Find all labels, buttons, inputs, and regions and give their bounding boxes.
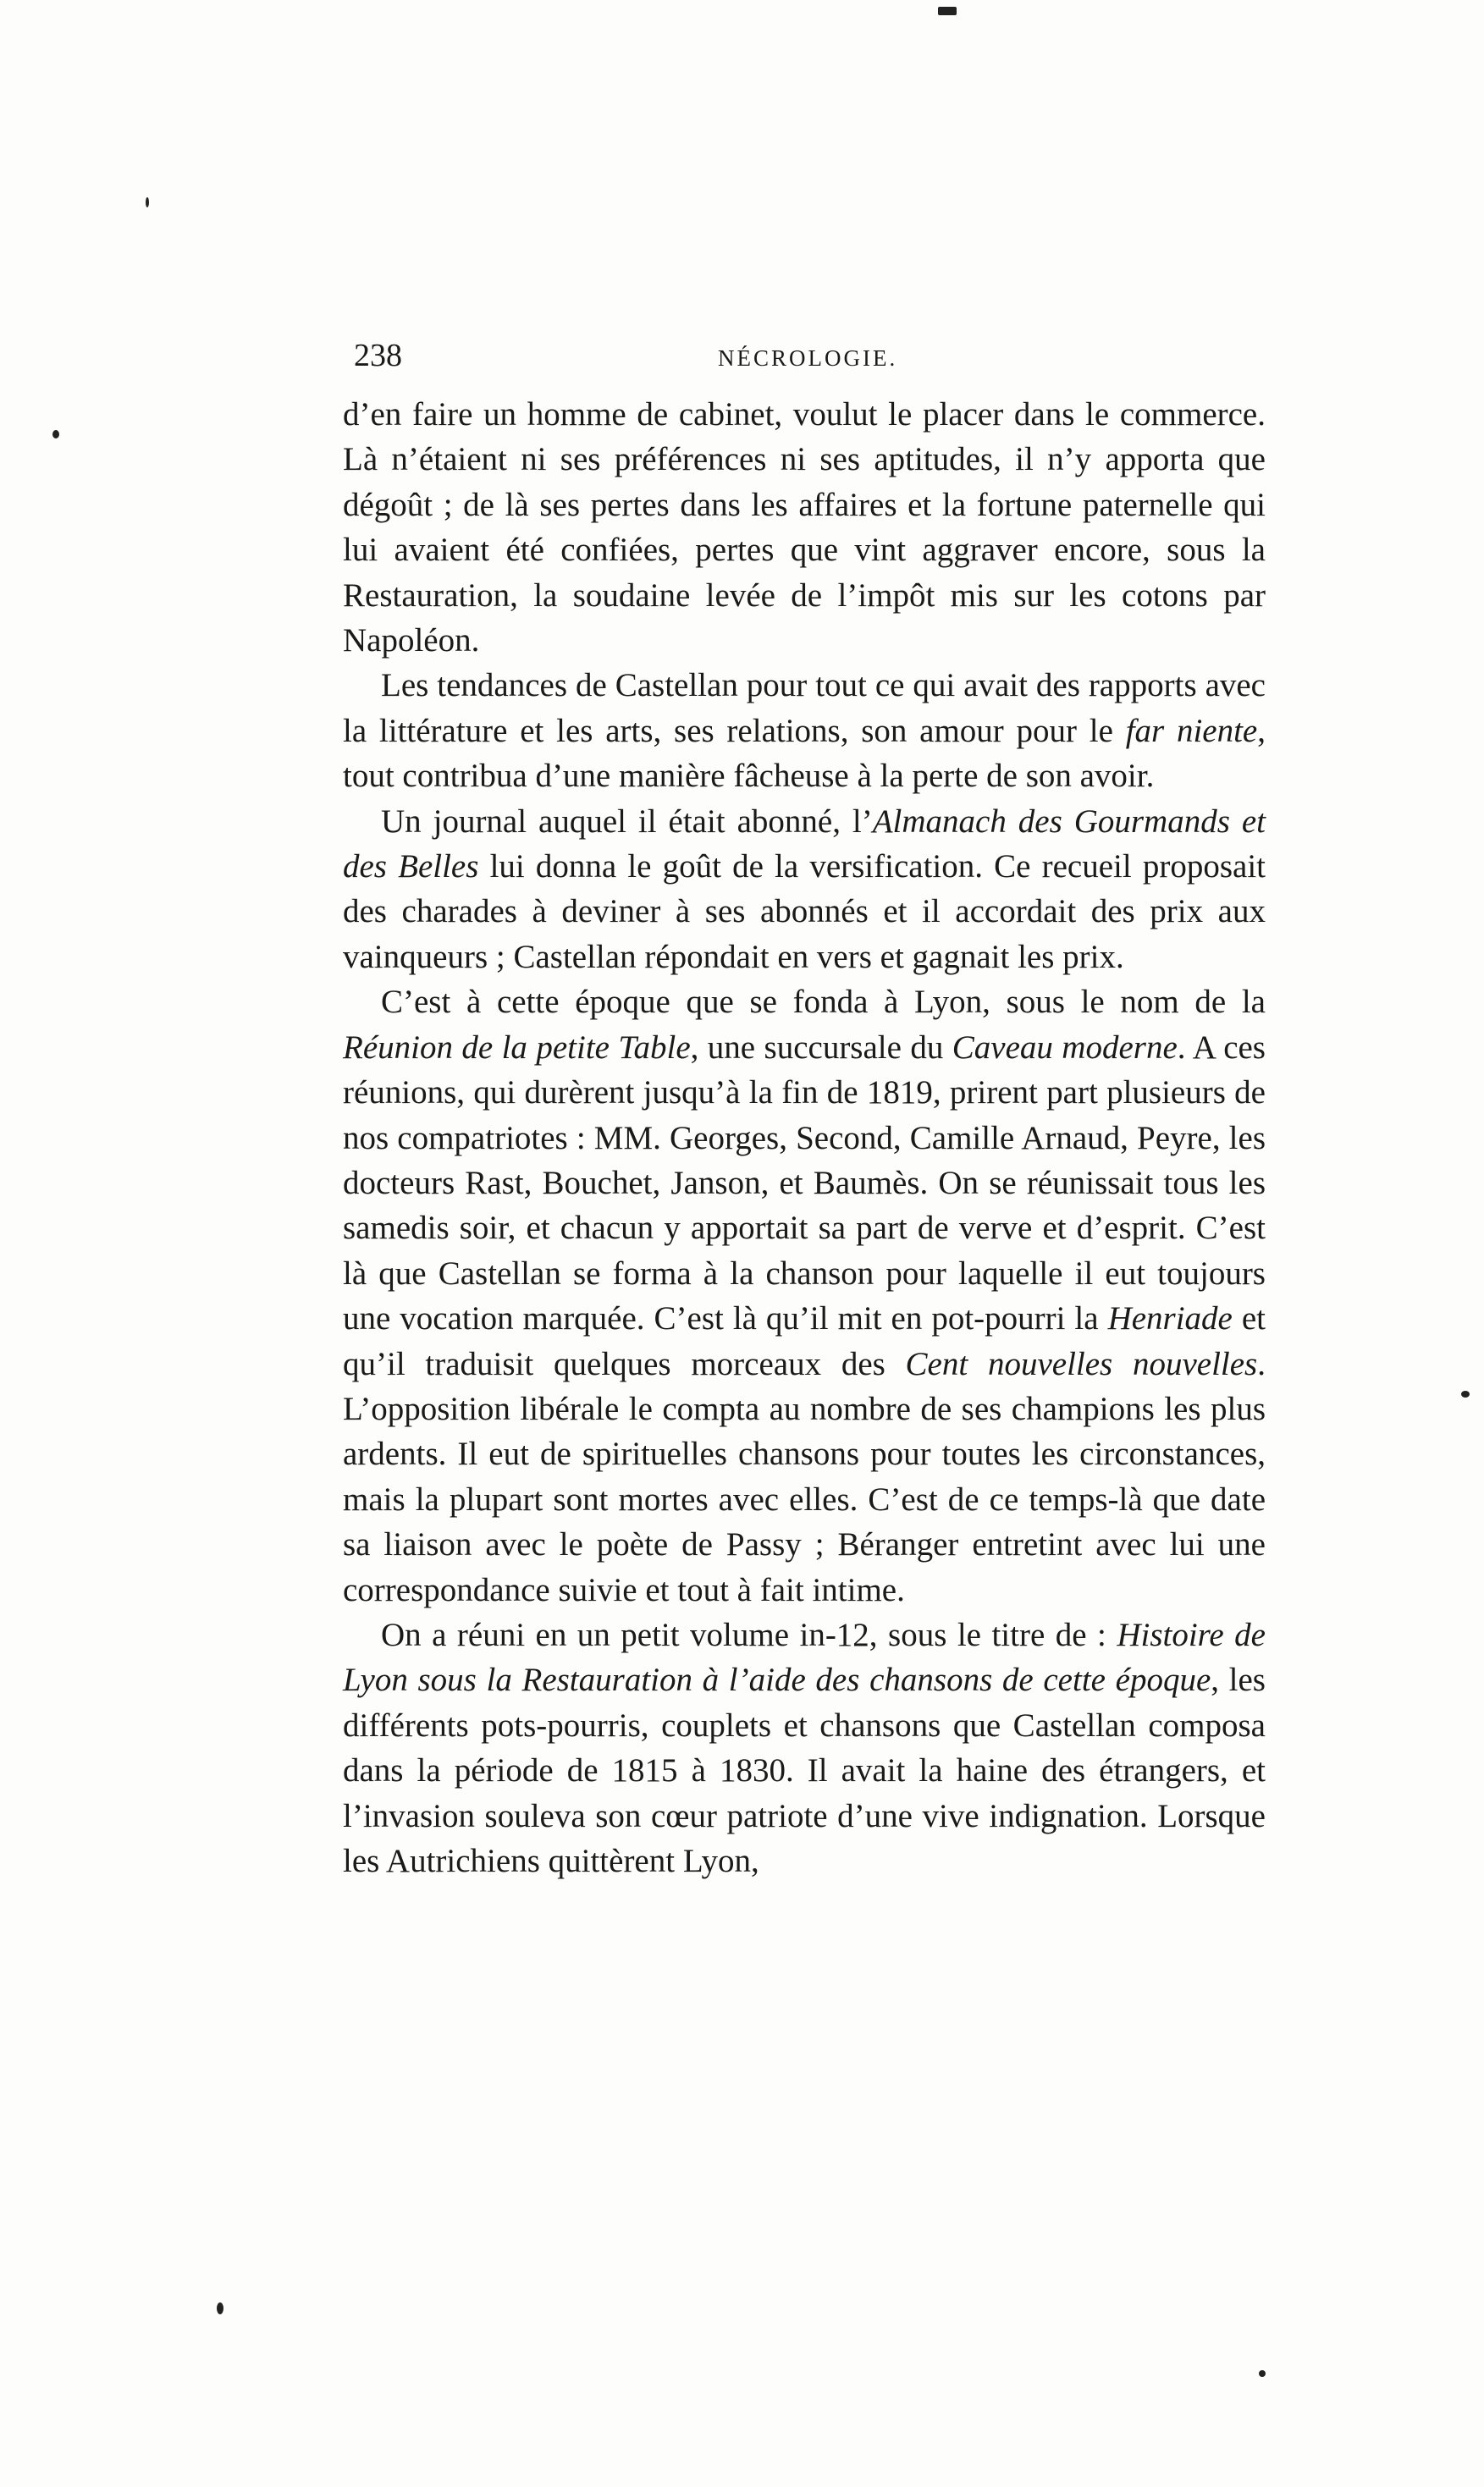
scan-speck <box>146 197 149 207</box>
paragraph: C’est à cette époque que se fonda à Lyon, sous le nom de la Réunion de la petite Table, une succursale du Caveau moderne. A ces réunions, qui durèrent jusqu’à la fin de 1819, prirent part plusieurs de nos compatriotes : MM. Georges, Second, Camille Arnaud, Peyre, les docteurs Rast, Bouchet, Janson, et Baumès. On se réunissait tous les samedis soir, et chacun y apportait sa part de verve et d’esprit. C’est là que Castellan se forma à la chanson pour laquelle il eut toujours une vocation marquée. C’est là qu’il mit en pot-pourri la Henriade et qu’il traduisit quelques morceaux des Cent nouvelles nouvelles. L’opposition libérale le compta au nombre de ses champions les plus ardents. Il eut de spirituelles chansons pour toutes les circonstances, mais la plupart sont mortes avec elles. C’est de ce temps-là que date sa liaison avec le poète de Passy ; Béranger entretint avec lui une correspondance suivie et tout à fait intime. <box>343 984 1266 1608</box>
page-number: 238 <box>354 338 402 373</box>
scan-speck <box>217 2302 223 2314</box>
scan-speck <box>1461 1391 1470 1398</box>
body-text <box>343 392 1266 1883</box>
paragraph: Un journal auquel il était abonné, l’Almanach des Gourmands et des Belles lui donna le goût de la versification. Ce recueil proposait des charades à deviner à ses abonnés et il accordait des prix aux vainqueurs ; Castellan répondait en vers et gagnait les prix. <box>343 802 1266 975</box>
scan-mark-top <box>938 7 957 15</box>
scan-speck <box>1259 2370 1266 2377</box>
paragraph: Les tendances de Castellan pour tout ce qui avait des rapports avec la littérature et les arts, ses relations, son amour pour le far niente, tout contribua d’une manière fâcheuse à la perte de son avoir. <box>343 667 1266 795</box>
page-header <box>354 337 1260 388</box>
scan-speck <box>52 430 59 438</box>
paragraph: On a réuni en un petit volume in-12, sous le titre de : Histoire de Lyon sous la Restauration à l’aide des chansons de cette époque, les différents pots-pourris, couplets et chansons que Castellan composa dans la période de 1815 à 1830. Il avait la haine des étrangers, et l’invasion souleva son cœur patriote d’une vive indignation. Lorsque les Autrichiens quittèrent Lyon, <box>343 1616 1266 1879</box>
paragraph: d’en faire un homme de cabinet, voulut le placer dans le commerce. Là n’étaient ni ses préférences ni ses aptitudes, il n’y apporta que dégoût ; de là ses pertes dans les affaires et la fortune paternelle qui lui avaient été confiées, pertes que vint aggraver encore, sous la Restauration, la soudaine levée de l’impôt mis sur les cotons par Napoléon. <box>343 396 1266 659</box>
running-head: NÉCROLOGIE. <box>718 345 898 371</box>
